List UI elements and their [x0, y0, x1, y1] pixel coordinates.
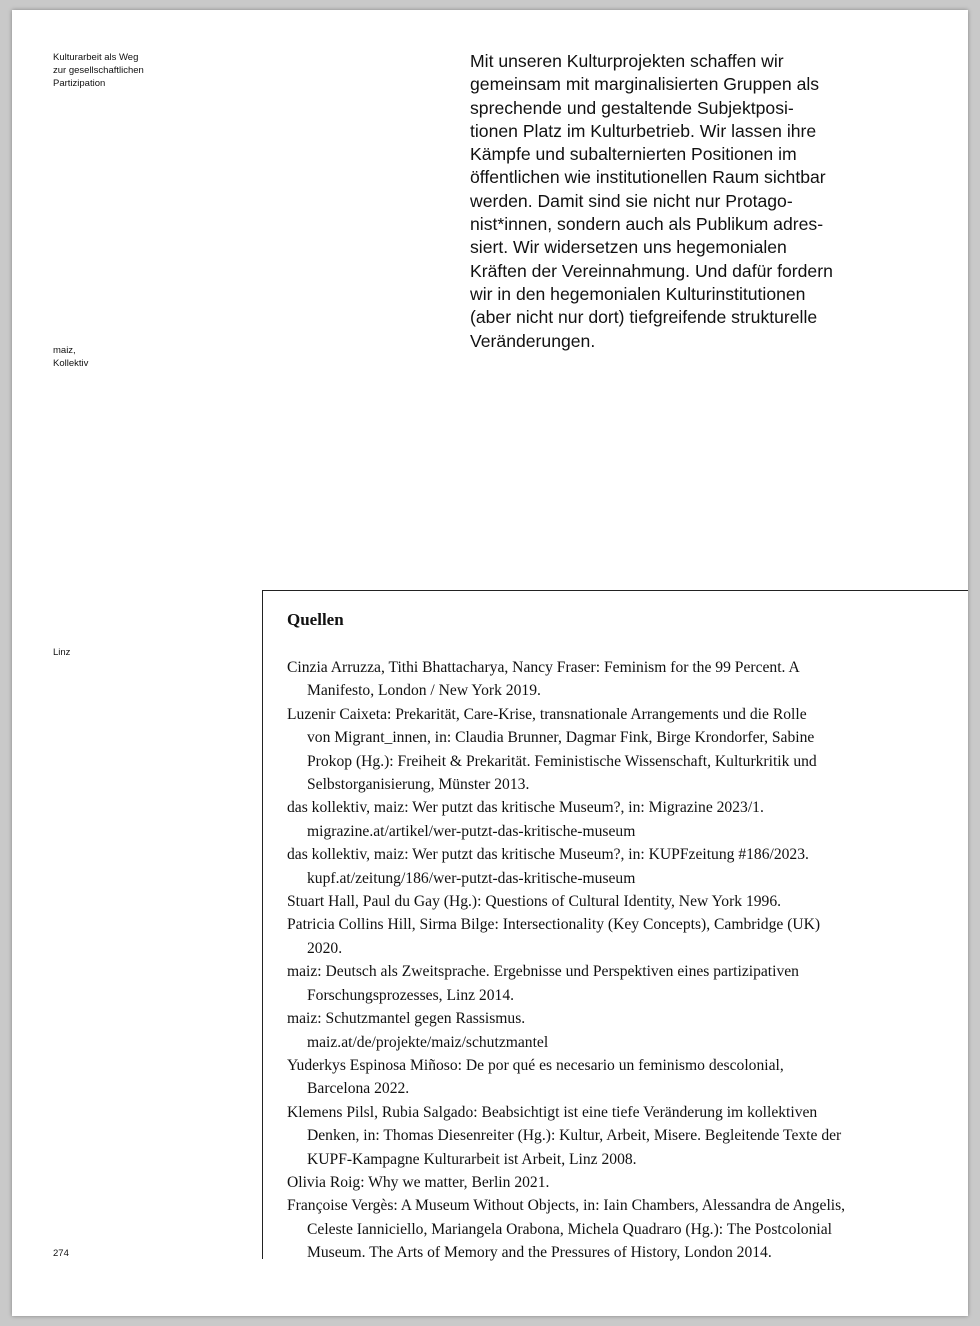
lead-line: Veränderungen.	[470, 330, 596, 351]
reference-item	[287, 960, 887, 1007]
reference-line: von Migrant_innen, in: Claudia Brunner, Dagmar Fink, Birge Krondorfer, Sabine	[307, 729, 815, 747]
reference-line: maiz: Schutzmantel gegen Rassismus.	[287, 1010, 526, 1028]
reference-item	[287, 1101, 887, 1171]
book-page	[12, 10, 968, 1316]
reference-line: Klemens Pilsl, Rubia Salgado: Beabsichtigt ist eine tiefe Veränderung im kollektiven	[287, 1103, 818, 1121]
author-line: Kollektiv	[53, 358, 89, 369]
reference-line: Olivia Roig: Why we matter, Berlin 2021.	[287, 1173, 550, 1191]
reference-line: maiz.at/de/projekte/maiz/schutzmantel	[307, 1033, 549, 1051]
lead-line: siert. Wir widersetzen uns hegemonialen	[470, 237, 787, 258]
reference-item	[287, 703, 887, 797]
sources-section	[262, 590, 968, 1262]
place-label: Linz	[53, 647, 71, 658]
page-number: 274	[53, 1248, 69, 1259]
reference-line: 2020.	[307, 939, 343, 957]
lead-paragraph	[470, 50, 882, 353]
reference-line: Stuart Hall, Paul du Gay (Hg.): Questions of Cultural Identity, New York 1996.	[287, 893, 782, 911]
reference-line: kupf.at/zeitung/186/wer-putzt-das-kritische-museum	[307, 869, 636, 887]
reference-line: Barcelona 2022.	[307, 1080, 410, 1098]
reference-item	[287, 656, 887, 703]
reference-line: Museum. The Arts of Memory and the Pressures of History, London 2014.	[307, 1244, 772, 1262]
lead-line: wir in den hegemonialen Kulturinstitutionen	[470, 283, 806, 304]
reference-item	[287, 796, 887, 843]
lead-line: Mit unseren Kulturprojekten schaffen wir	[470, 51, 784, 71]
reference-item	[287, 1171, 887, 1194]
reference-item	[287, 1007, 887, 1054]
lead-line: (aber nicht nur dort) tiefgreifende strukturelle	[470, 307, 818, 328]
reference-item	[287, 1054, 887, 1101]
lead-line: sprechende und gestaltende Subjektposi-	[470, 97, 794, 118]
lead-line: tionen Platz im Kulturbetrieb. Wir lassen ihre	[470, 120, 817, 141]
lead-line: nist*innen, sondern auch als Publikum adres-	[470, 214, 824, 235]
running-head-line: Kulturarbeit als Weg	[53, 52, 139, 63]
running-head	[53, 51, 213, 90]
author-line: maiz,	[53, 345, 76, 356]
lead-line: Kämpfe und subalternierten Positionen im	[470, 144, 797, 165]
reference-line: Luzenir Caixeta: Prekarität, Care-Krise, transnationale Arrangements und die Rolle	[287, 705, 807, 723]
reference-line: Celeste Ianniciello, Mariangela Orabona, Michela Quadraro (Hg.): The Postcolonial	[307, 1220, 832, 1238]
lead-line: gemeinsam mit marginalisierten Gruppen als	[470, 74, 820, 95]
lead-line: Kräften der Vereinnahmung. Und dafür fordern	[470, 260, 833, 281]
sources-list	[287, 656, 887, 1265]
reference-line: Cinzia Arruzza, Tithi Bhattacharya, Nancy Fraser: Feminism for the 99 Percent. A	[287, 659, 800, 676]
reference-item	[287, 1194, 887, 1264]
reference-line: migrazine.at/artikel/wer-putzt-das-kritische-museum	[307, 822, 636, 840]
reference-line: Denken, in: Thomas Diesenreiter (Hg.): Kultur, Arbeit, Misere. Begleitende Texte der	[307, 1127, 842, 1145]
reference-line: Françoise Vergès: A Museum Without Objects, in: Iain Chambers, Alessandra de Angelis,	[287, 1197, 846, 1215]
reference-line: Manifesto, London / New York 2019.	[307, 682, 541, 700]
reference-line: das kollektiv, maiz: Wer putzt das kritische Museum?, in: KUPFzeitung #186/2023.	[287, 846, 809, 864]
reference-line: Yuderkys Espinosa Miñoso: De por qué es necesario un feminismo descolonial,	[287, 1056, 784, 1074]
running-head-line: zur gesellschaftlichen	[53, 65, 144, 76]
reference-line: Patricia Collins Hill, Sirma Bilge: Intersectionality (Key Concepts), Cambridge (UK)	[287, 916, 821, 934]
sources-heading: Quellen	[287, 610, 344, 629]
reference-item	[287, 913, 887, 960]
lead-line: werden. Damit sind sie nicht nur Protago-	[470, 190, 793, 211]
reference-line: KUPF-Kampagne Kulturarbeit ist Arbeit, Linz 2008.	[307, 1150, 637, 1168]
author-label	[53, 344, 173, 370]
reference-item	[287, 890, 887, 913]
reference-line: maiz: Deutsch als Zweitsprache. Ergebnisse und Perspektiven eines partizipativen	[287, 963, 799, 981]
reference-line: Selbstorganisierung, Münster 2013.	[307, 776, 530, 794]
reference-line: Forschungsprozesses, Linz 2014.	[307, 986, 515, 1004]
reference-line: das kollektiv, maiz: Wer putzt das kritische Museum?, in: Migrazine 2023/1.	[287, 799, 764, 817]
reference-item	[287, 843, 887, 890]
reference-line: Prokop (Hg.): Freiheit & Prekarität. Feministische Wissenschaft, Kulturkritik und	[307, 752, 817, 770]
lead-line: öffentlichen wie institutionellen Raum sichtbar	[470, 167, 826, 188]
running-head-line: Partizipation	[53, 78, 106, 89]
